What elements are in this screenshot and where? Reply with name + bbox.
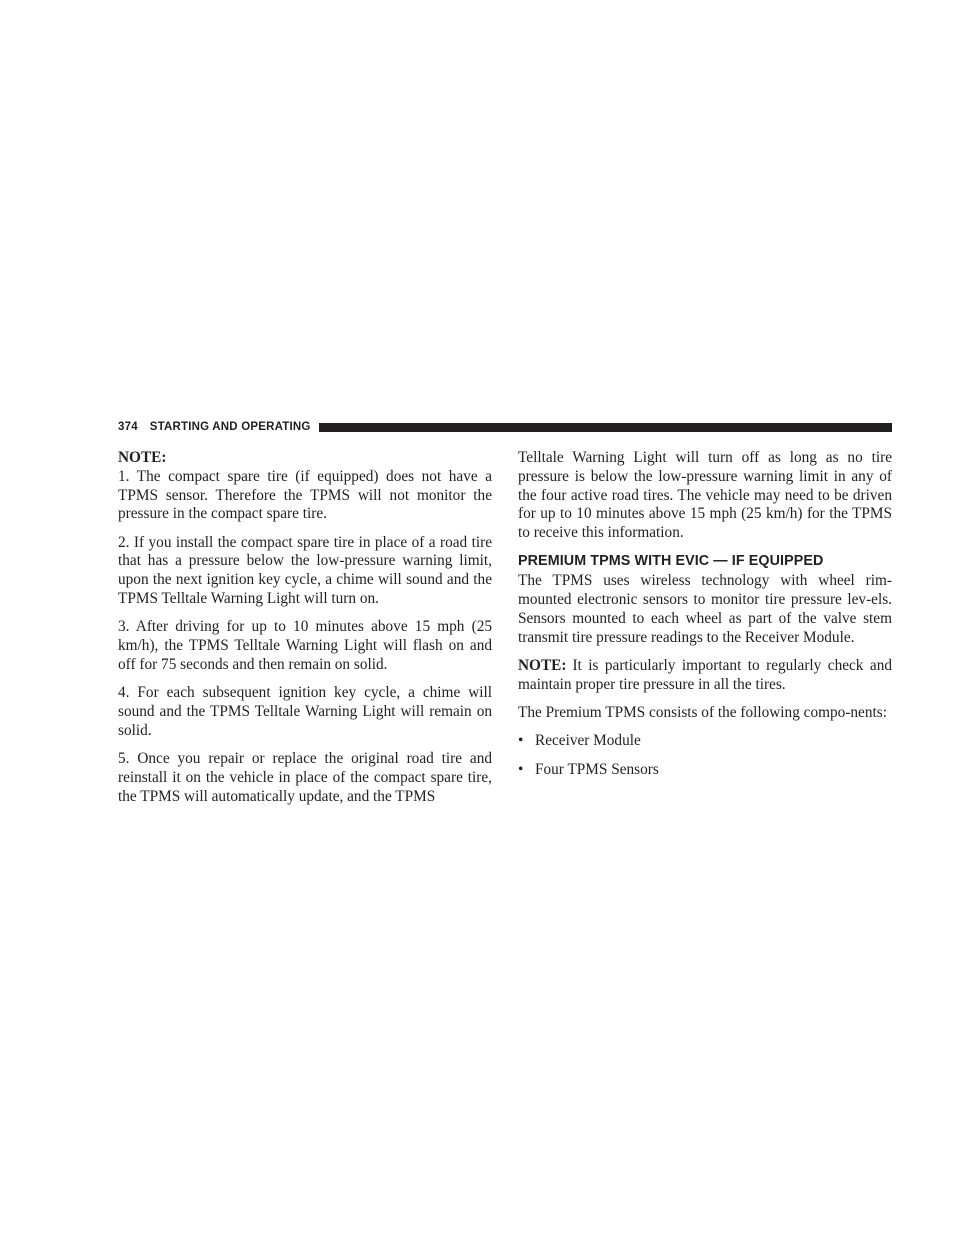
- components-intro: The Premium TPMS consists of the following compo-nents:: [518, 704, 887, 722]
- note-item-5: 5. Once you repair or replace the original road tire and reinstall it on the vehicle in place of the compact spare tire, the TPMS will automatically update, and the TPMS: [118, 750, 492, 805]
- header-rule: [319, 423, 892, 432]
- list-item: [518, 761, 892, 780]
- section-heading: PREMIUM TPMS WITH EVIC — IF EQUIPPED: [518, 553, 824, 570]
- components-list: [518, 732, 892, 779]
- continuation-paragraph: Telltale Warning Light will turn off as long as no tire pressure is below the low-pressure warning limit in any of the four active road tires. The vehicle may need to be driven for up to 10 minutes above 15 mph (25 km/h) for the TPMS to receive this information.: [518, 449, 892, 542]
- bullet-icon: •: [518, 760, 524, 778]
- note-item-1: 1. The compact spare tire (if equipped) does not have a TPMS sensor. Therefore the TPMS will not monitor the pressure in the compact spare tire.: [118, 467, 492, 523]
- right-column: [518, 449, 892, 789]
- left-column: [118, 449, 492, 816]
- note-heading: NOTE:: [118, 449, 167, 466]
- section-title: STARTING AND OPERATING: [149, 421, 311, 433]
- note-paragraph: [518, 657, 892, 695]
- list-item-label: Receiver Module: [535, 732, 641, 750]
- note-item-4: 4. For each subsequent ignition key cycle, a chime will sound and the TPMS Telltale Warning Light will remain on solid.: [118, 684, 492, 739]
- bullet-icon: •: [518, 732, 524, 750]
- page-header: [118, 419, 892, 435]
- note-text: It is particularly important to regularly check and maintain proper tire pressure in all the tires.: [518, 656, 892, 693]
- list-item-label: Four TPMS Sensors: [535, 760, 659, 778]
- page-number: 374: [118, 421, 138, 433]
- list-item: [518, 732, 892, 751]
- intro-paragraph: The TPMS uses wireless technology with wheel rim-mounted electronic sensors to monitor tire pressure lev-els. Sensors mounted to each wheel as part of the valve stem transmit tire pressure readings to the Receiver Module.: [518, 572, 892, 646]
- note-label: NOTE:: [518, 656, 567, 674]
- note-item-2: 2. If you install the compact spare tire in place of a road tire that has a pressure below the low-pressure warning limit, upon the next ignition key cycle, a chime will sound and the TPMS Telltale Warning Light will turn on.: [118, 533, 492, 608]
- note-item-3: 3. After driving for up to 10 minutes above 15 mph (25 km/h), the TPMS Telltale Warning Light will flash on and off for 75 seconds and then remain on solid.: [118, 618, 492, 673]
